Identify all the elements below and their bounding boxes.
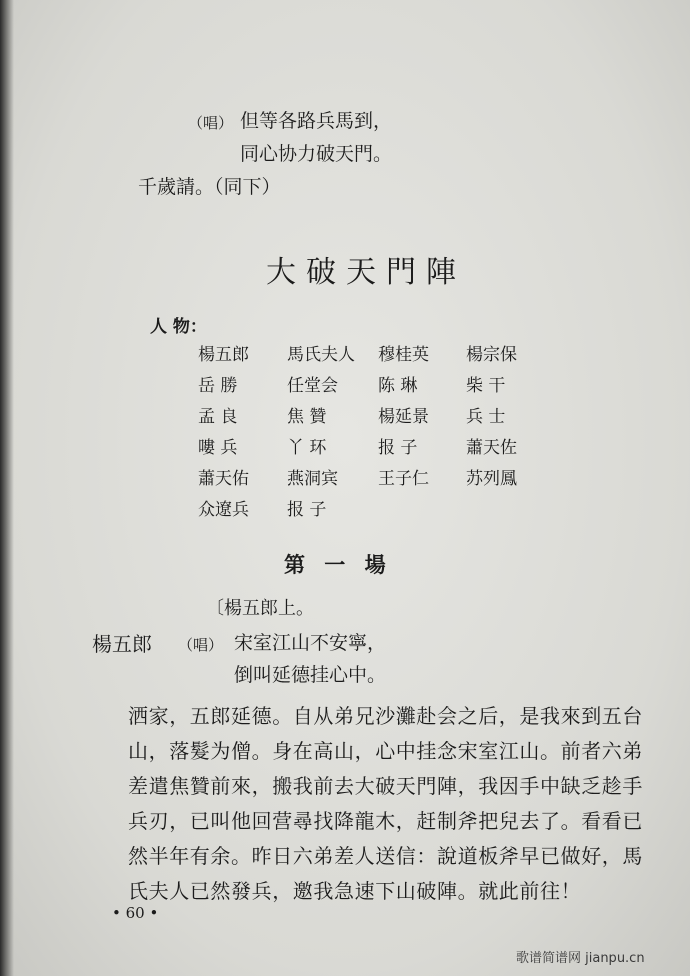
cast-name: 楊五郎 [198, 345, 249, 365]
speech-line: 差遣焦贊前來，搬我前去大破天門陣，我因手中缺乏趁手 [128, 774, 643, 798]
watermark: 歌谱简谱网 jianpu.cn [516, 951, 645, 966]
speech-line: 氏夫人已然發兵，邀我急速下山破陣。就此前往！ [128, 879, 582, 903]
cast-name: 苏列鳳 [466, 469, 517, 489]
sung-line-2: 倒叫延德挂心中。 [234, 664, 387, 686]
exit-line: 千歲請。（同下） [138, 176, 281, 198]
cast-name: 报 子 [378, 438, 418, 458]
cast-name: 楊延景 [378, 407, 429, 427]
cast-name: 丫 环 [287, 438, 327, 458]
cast-name: 王子仁 [378, 469, 429, 489]
cast-name: 柴 干 [466, 376, 506, 396]
speech-line: 兵刃，已叫他回营尋找降龍木，赶制斧把兒去了。看看已 [128, 809, 643, 833]
speech-line: 然半年有余。昨日六弟差人送信：說道板斧早已做好，馬 [128, 844, 643, 868]
cast-name: 燕洞宾 [287, 469, 338, 489]
characters-label: 人 物： [150, 317, 207, 337]
cast-name: 蕭天佐 [466, 438, 517, 458]
sung-line-1: 但等各路兵馬到， [240, 110, 393, 132]
cast-name: 嘍 兵 [198, 438, 238, 458]
scene-title: 第 一 場 [284, 552, 392, 577]
play-title: 大破天門陣 [266, 255, 466, 290]
cast-name: 孟 良 [198, 407, 238, 427]
sung-cue: （唱） [188, 114, 234, 132]
cast-name: 陈 琳 [378, 376, 418, 396]
sung-line-2: 同心协力破天門。 [240, 143, 393, 165]
book-spine-shadow [0, 0, 14, 976]
cast-name: 任堂会 [287, 376, 338, 396]
cast-name: 兵 士 [466, 407, 506, 427]
sung-cue: （唱） [178, 636, 224, 654]
page-number: • 60 • [112, 904, 159, 922]
cast-name: 馬氏夫人 [287, 345, 355, 365]
cast-name: 岳 勝 [198, 376, 238, 396]
cast-name: 报 子 [287, 500, 327, 520]
cast-name: 穆桂英 [378, 345, 429, 365]
sung-line-1: 宋室江山不安寧， [234, 632, 387, 654]
speaker-name: 楊五郎 [92, 632, 152, 656]
speech-line: 洒家，五郎延德。自从弟兄沙灘赴会之后，是我來到五台 [128, 704, 643, 728]
speech-line: 山，落髮为僧。身在高山，心中挂念宋室江山。前者六弟 [128, 739, 643, 763]
cast-name: 众遼兵 [198, 500, 249, 520]
cast-name: 焦 贊 [287, 407, 327, 427]
stage-direction: 〔楊五郎上。 [206, 598, 314, 619]
cast-name: 蕭天佑 [198, 469, 249, 489]
cast-name: 楊宗保 [466, 345, 517, 365]
